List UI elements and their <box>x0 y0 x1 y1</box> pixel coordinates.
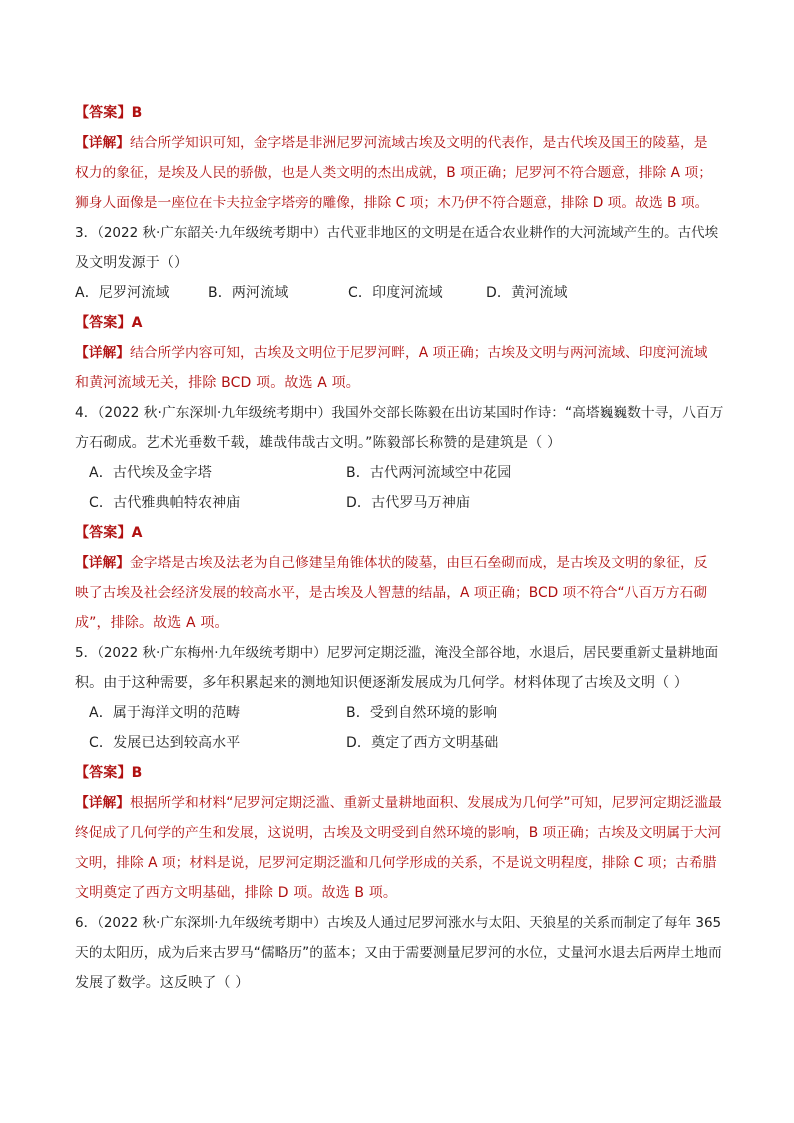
detail-text: 映了古埃及社会经济发展的较高水平，是古埃及人智慧的结晶，A 项正确；BCD 项不符合“八百万方石砌 <box>75 585 708 601</box>
option-b: B．古代两河流域空中花园 <box>346 465 512 481</box>
answer-value: A <box>131 525 143 541</box>
question-4-stem: 方石砌成。艺术光垂数千载，雄哉伟哉古文明。”陈毅部长称赞的是建筑是（ ） <box>75 435 562 451</box>
detail-text: 结合所学内容可知，古埃及文明位于尼罗河畔，A 项正确；古埃及文明与两河流域、印度河流域 <box>130 345 708 361</box>
option-d: D．古代罗马万神庙 <box>346 495 471 511</box>
question-5-stem: 5．（2022 秋·广东梅州·九年级统考期中）尼罗河定期泛滥，淹没全部谷地，水退后，居民要重新丈量耕地面 <box>75 645 719 661</box>
answer-tag: 【答案】 <box>75 525 132 541</box>
detail-text: 金字塔是古埃及法老为自己修建呈角锥体状的陵墓，由巨石垒砌而成，是古埃及文明的象征，反 <box>130 555 708 571</box>
question-5-options-row-1 <box>75 698 719 728</box>
answer-tag: 【答案】 <box>75 765 132 781</box>
detail-tag: 【详解】 <box>75 555 131 571</box>
option-b: B．受到自然环境的影响 <box>346 705 498 721</box>
option-a: A．尼罗河流域 <box>75 285 170 301</box>
answer-line <box>75 308 719 338</box>
detail-text: 文明奠定了西方文明基础，排除 D 项。故选 B 项。 <box>75 885 398 901</box>
question-6-stem: 发展了数学。这反映了（ ） <box>75 975 250 991</box>
detail-text: 终促成了几何学的产生和发展，这说明，古埃及文明受到自然环境的影响，B 项正确；古埃及文明属于大河 <box>75 825 722 841</box>
detail-text: 文明，排除 A 项；材料是说，尼罗河定期泛滥和几何学形成的关系，不是说文明程度，排除 C 项；古希腊 <box>75 855 717 871</box>
option-c: C．印度河流域 <box>348 285 443 301</box>
answer-tag: 【答案】 <box>75 315 132 331</box>
option-c: C．古代雅典帕特农神庙 <box>89 495 241 511</box>
question-6-stem: 天的太阳历，成为后来古罗马“儒略历”的蓝本；又由于需要测量尼罗河的水位，丈量河水退去后两岸土地而 <box>75 945 722 961</box>
detail-text: 和黄河流域无关，排除 BCD 项。故选 A 项。 <box>75 375 360 391</box>
answer-value: A <box>131 315 143 331</box>
question-content <box>75 98 724 998</box>
answer-value: B <box>131 765 143 781</box>
question-5-stem: 积。由于这种需要，多年积累起来的测地知识便逐渐发展成为几何学。材料体现了古埃及文明（ ） <box>75 675 689 691</box>
question-5-options-row-2 <box>75 728 719 758</box>
option-d: D．奠定了西方文明基础 <box>346 735 499 751</box>
question-4-options-row-1 <box>75 458 719 488</box>
detail-tag: 【详解】 <box>75 795 131 811</box>
detail-line <box>75 788 722 818</box>
question-3-stem: 及文明发源于（） <box>75 255 189 271</box>
option-b: B．两河流域 <box>208 285 289 301</box>
answer-line <box>75 98 719 128</box>
detail-line <box>75 128 719 158</box>
detail-text: 权力的象征，是埃及人民的骄傲，也是人类文明的杰出成就，B 项正确；尼罗河不符合题意，排除 A 项； <box>75 165 712 181</box>
detail-text: 根据所学和材料“尼罗河定期泛滥、重新丈量耕地面积、发展成为几何学”可知，尼罗河定期泛滥最 <box>130 795 722 811</box>
answer-line <box>75 518 719 548</box>
question-4-stem: 4．（2022 秋·广东深圳·九年级统考期中）我国外交部长陈毅在出访某国时作诗：“高塔巍巍数十寻，八百万 <box>75 405 724 421</box>
detail-tag: 【详解】 <box>75 135 131 151</box>
question-3-stem: 3．（2022 秋·广东韶关·九年级统考期中）古代亚非地区的文明是在适合农业耕作的大河流域产生的。古代埃 <box>75 225 719 241</box>
option-a: A．属于海洋文明的范畴 <box>89 705 241 721</box>
option-a: A．古代埃及金字塔 <box>89 465 212 481</box>
detail-line <box>75 548 719 578</box>
detail-line <box>75 338 719 368</box>
question-3-options <box>75 278 719 308</box>
question-4-options-row-2 <box>75 488 719 518</box>
detail-tag: 【详解】 <box>75 345 131 361</box>
question-6-stem: 6．（2022 秋·广东深圳·九年级统考期中）古埃及人通过尼罗河涨水与太阳、天狼星的关系而制定了每年 365 <box>75 915 722 931</box>
answer-line <box>75 758 719 788</box>
answer-tag: 【答案】 <box>75 105 132 121</box>
detail-text: 成”，排除。故选 A 项。 <box>75 615 229 631</box>
detail-text: 狮身人面像是一座位在卡夫拉金字塔旁的雕像，排除 C 项；木乃伊不符合题意，排除 D 项。故选 B 项。 <box>75 195 709 211</box>
option-d: D．黄河流域 <box>486 285 568 301</box>
detail-text: 结合所学知识可知，金字塔是非洲尼罗河流域古埃及文明的代表作，是古代埃及国王的陵墓，是 <box>130 135 708 151</box>
option-c: C．发展已达到较高水平 <box>89 735 241 751</box>
answer-value: B <box>131 105 143 121</box>
